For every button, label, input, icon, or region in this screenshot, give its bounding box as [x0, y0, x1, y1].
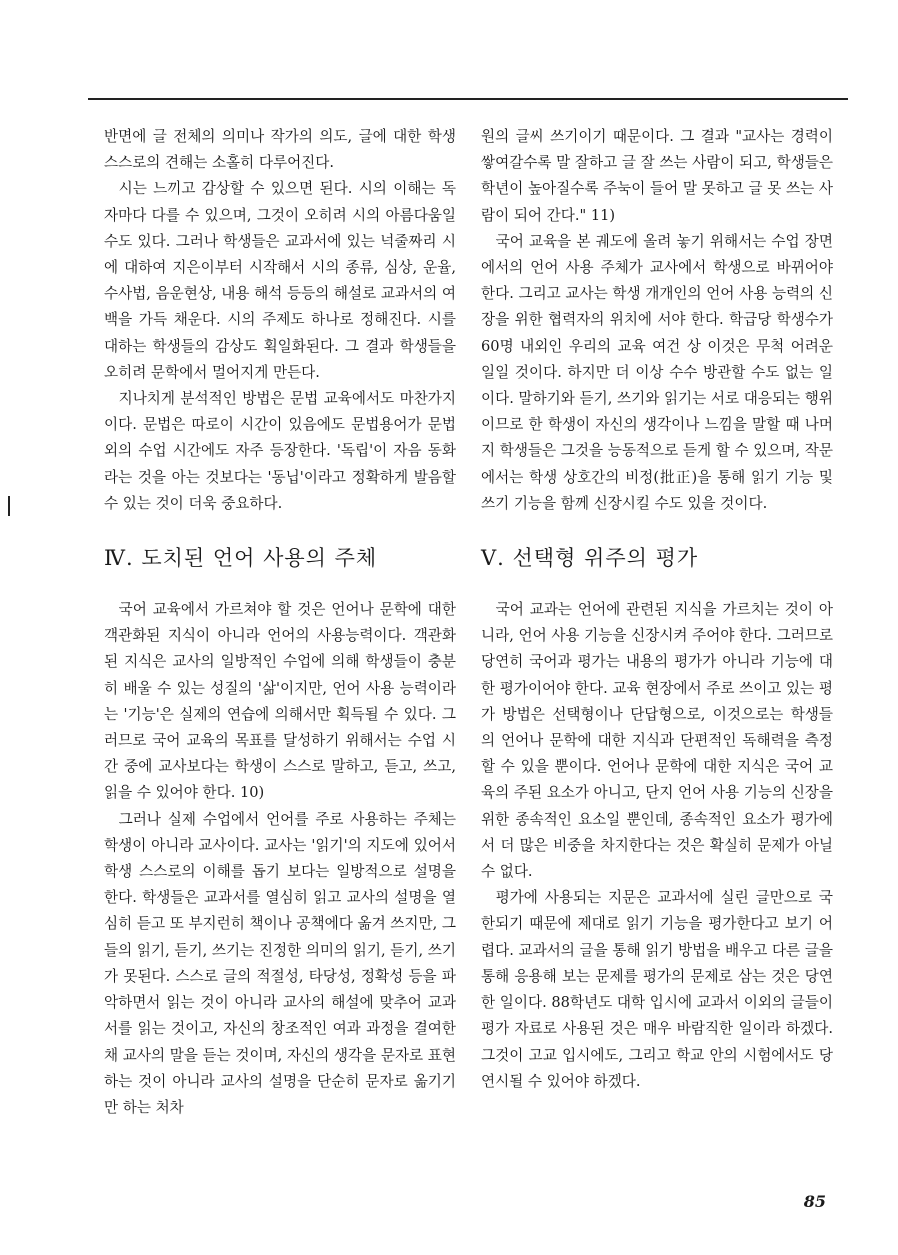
- paragraph: 반면에 글 전체의 의미나 작가의 의도, 글에 대한 학생 스스로의 견해는 소홀히 다루어진다.: [104, 128, 456, 172]
- paragraph: 원의 글씨 쓰기이기 때문이다. 그 결과 "교사는 경력이 쌓여갈수록 말 잘하고 글 잘 쓰는 사람이 되고, 학생들은 학년이 높아질수록 주눅이 들어 말 못하고 글 못 쓰는 사람이 되어 간다." 11): [481, 128, 833, 224]
- paragraph: 시는 느끼고 감상할 수 있으면 된다. 시의 이해는 독자마다 다를 수 있으며, 그것이 오히려 시의 아름다움일 수도 있다. 그러나 학생들은 교과서에 있는 넉줄짜리 시에 대하여 지은이부터 시작해서 시의 종류, 심상, 운율, 수사법, 음운현상, 내용 해석 등등의 해설로 교과서의 여백을 가득 채운다. 시의 주제도 하나로 정해진다. 시를 대하는 학생들의 감상도 획일화된다. 그 결과 학생들을 오히려 문학에서 멀어지게 만든다.: [104, 180, 456, 381]
- paragraph: 평가에 사용되는 지문은 교과서에 실린 글만으로 국한되기 때문에 제대로 읽기 기능을 평가한다고 보기 어렵다. 교과서의 글을 통해 읽기 방법을 배우고 다른 글을 통해 응용해 보는 문제를 평가의 문제로 삼는 것은 당연한 일이다. 88학년도 대학 입시에 교과서 이외의 글들이 평가 자료로 사용된 것은 매우 바람직한 일이라 하겠다. 그것이 고교 입시에도, 그리고 학교 안의 시험에서도 당연시될 수 있어야 하겠다.: [481, 889, 833, 1090]
- top-rule: [88, 98, 848, 100]
- paragraph: 국어 교과는 언어에 관련된 지식을 가르치는 것이 아니라, 언어 사용 기능을 신장시켜 주어야 한다. 그러므로 당연히 국어과 평가는 내용의 평가가 아니라 기능에 대한 평가이어야 한다. 교육 현장에서 주로 쓰이고 있는 평가 방법은 선택형이나 단답형으로, 이것으로는 학생들의 언어나 문학에 대한 지식과 단편적인 독해력을 측정할 수 있을 뿐이다. 언어나 문학에 대한 지식은 국어 교육의 주된 요소가 아니고, 단지 언어 사용 기능의 신장을 위한 종속적인 요소일 뿐인데, 종속적인 요소가 평가에서 더 많은 비중을 차지한다는 것은 확실히 문제가 아닐 수 없다.: [481, 601, 833, 881]
- left-column: [104, 124, 456, 1121]
- paragraph: 그러나 실제 수업에서 언어를 주로 사용하는 주체는 학생이 아니라 교사이다. 교사는 '읽기'의 지도에 있어서 학생 스스로의 이해를 돕기 보다는 일방적으로 설명을 한다. 학생들은 교과서를 열심히 읽고 교사의 설명을 열심히 듣고 또 부지런히 책이나 공책에다 옮겨 쓰지만, 그들의 읽기, 듣기, 쓰기는 진정한 의미의 읽기, 듣기, 쓰기가 못된다. 스스로 글의 적절성, 타당성, 정확성 등을 파악하면서 읽는 것이 아니라 교사의 해설에 맞추어 교과서를 읽는 것이고, 자신의 창조적인 여과 과정을 결여한 채 교사의 말을 듣는 것이며, 자신의 생각을 문자로 표현하는 것이 아니라 교사의 설명을 단순히 문자로 옮기기만 하는 처차: [104, 810, 456, 1116]
- section-heading-5: Ⅴ. 선택형 위주의 평가: [481, 546, 699, 571]
- paragraph: 지나치게 분석적인 방법은 문법 교육에서도 마찬가지이다. 문법은 따로이 시간이 있음에도 문법용어가 문법 외의 수업 시간에도 자주 등장한다. '독립'이 자음 동화라는 것을 아는 것보다는 '동닙'이라고 정확하게 발음할 수 있는 것이 더욱 중요하다.: [104, 390, 456, 512]
- paragraph: 국어 교육에서 가르쳐야 할 것은 언어나 문학에 대한 객관화된 지식이 아니라 언어의 사용능력이다. 객관화된 지식은 교사의 일방적인 수업에 의해 학생들이 충분히 배울 수 있는 성질의 '삶'이지만, 언어 사용 능력이라는 '기능'은 실제의 연습에 의해서만 획득될 수 있다. 그러므로 국어 교육의 목표를 달성하기 위해서는 수업 시간 중에 교사보다는 학생이 스스로 말하고, 듣고, 쓰고, 읽을 수 있어야 한다. 10): [104, 601, 456, 802]
- right-column: [481, 124, 833, 1095]
- paragraph: 국어 교육을 본 궤도에 올려 놓기 위해서는 수업 장면에서의 언어 사용 주체가 교사에서 학생으로 바뀌어야 한다. 그리고 교사는 학생 개개인의 언어 사용 능력의 신장을 위한 협력자의 위치에 서야 한다. 학급당 학생수가 60명 내외인 우리의 교육 여건 상 이것은 무척 어려운 일일 것이다. 하지만 더 이상 수수 방관할 수도 없는 일이다. 말하기와 듣기, 쓰기와 읽기는 서로 대응되는 행위이므로 한 학생이 자신의 생각이나 느낌을 말할 때 나머지 학생들은 그것을 능동적으로 듣게 할 수 있으며, 작문에서는 학생 상호간의 비정(批正)을 통해 읽기 기능 및 쓰기 기능을 함께 신장시킬 수도 있을 것이다.: [481, 232, 833, 512]
- margin-mark: [8, 496, 10, 516]
- page-number: 85: [803, 1192, 826, 1211]
- section-heading-4: Ⅳ. 도치된 언어 사용의 주체: [104, 546, 378, 571]
